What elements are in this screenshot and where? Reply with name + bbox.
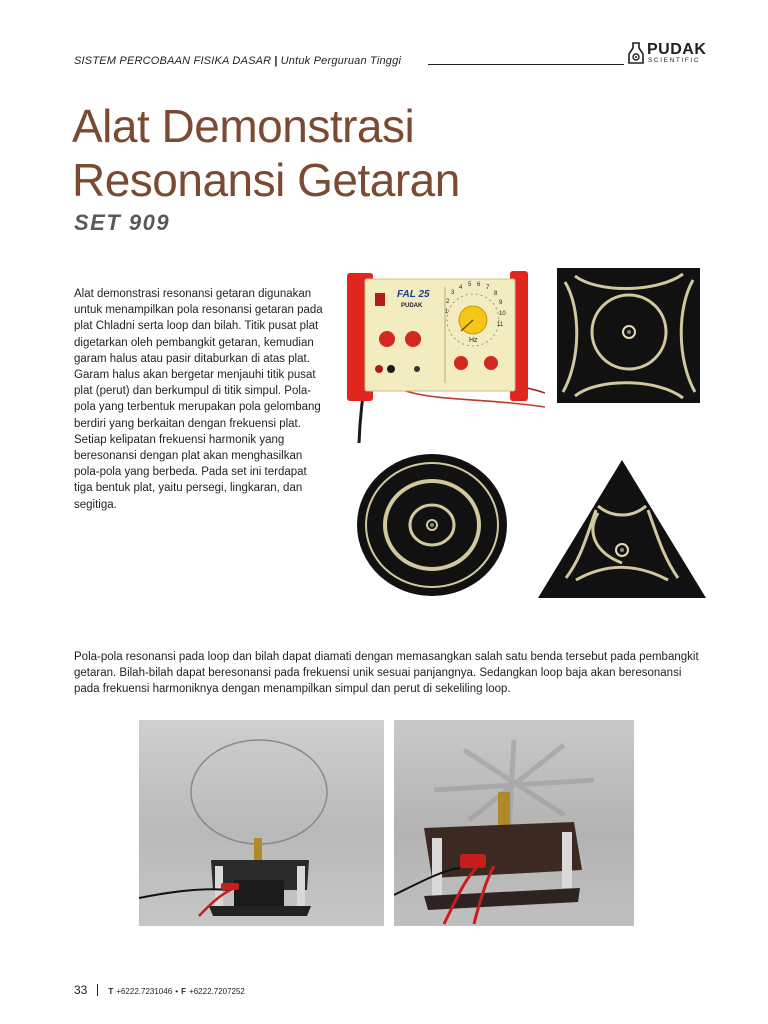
dial-number-4: 4: [459, 285, 463, 291]
dial-number-3: 3: [451, 290, 455, 296]
generator-brand-label: PUDAK: [401, 303, 423, 309]
page-number: 33: [74, 983, 88, 997]
fax-number: +6222.7207252: [189, 987, 245, 996]
square-plate-photo: [557, 268, 700, 403]
page-title-line-2: Resonansi Getaran: [72, 154, 460, 206]
generator-model-label: FAL 25: [397, 289, 430, 300]
pudak-logo: [628, 40, 728, 66]
dial-number-11: 11: [497, 322, 504, 328]
page-title-line-1: Alat Demonstrasi: [72, 100, 415, 152]
triangle-plate-photo: [536, 458, 708, 600]
description-paragraph-2: Pola-pola resonansi pada loop dan bilah dapat diamati dengan memasangkan salah satu benda tersebut pada pembangkit getaran. Bilah-bilah dapat beresonansi pada frekuensi unik sesuai panjangnya. Sedangkan loop baja akan beresonansi pada frekuensi harmoniknya dengan menampilkan simpul dan perut di sekeliling loop.: [74, 651, 699, 696]
dial-number-2: 2: [446, 299, 450, 305]
dial-number-1: 1: [445, 309, 449, 315]
header-rule: [428, 64, 624, 65]
fax-label: F: [181, 987, 186, 996]
dial-number-9: 9: [499, 300, 503, 306]
footer-bullet: •: [175, 987, 179, 996]
header-audience: Untuk Perguruan Tinggi: [280, 55, 402, 67]
logo-subtitle: SCIENTIFIC: [648, 57, 701, 64]
header-series: [74, 55, 401, 67]
vibration-generator-photo: [345, 265, 545, 445]
dial-number-5: 5: [468, 282, 472, 288]
steel-loop-photo: [139, 720, 384, 926]
dial-number-8: 8: [494, 291, 498, 297]
footer-divider: [97, 984, 98, 996]
description-paragraph-1: Alat demonstrasi resonansi getaran digunakan untuk menampilkan pola resonansi getaran pada plat Chladni serta loop dan bilah. Titik pusat plat digetarkan oleh pembangkit getaran, kemudian garam halus atau pasir ditaburkan di atas plat. Garam halus akan bergetar menjauhi titik pusat plat (perut) dan berkumpul di titik simpul. Pola-pola yang terbentuk merupakan pola gelombang berdiri yang berkaitan dengan frekuensi plat. Setiap kelipatan frekuensi harmonik yang beresonansi dengan plat akan menghasilkan pola-pola yang berbeda. Pada set ini terdapat tiga bentuk plat, yaitu persegi, lingkaran, dan segitiga.: [74, 288, 323, 511]
dial-number-7: 7: [486, 285, 490, 291]
set-number: SET 909: [74, 210, 171, 235]
phone-label: T: [108, 987, 114, 996]
logo-wordmark: PUDAK: [647, 41, 707, 58]
header-separator: |: [274, 55, 278, 67]
page-footer: [74, 983, 245, 997]
circle-plate-photo: [356, 453, 509, 598]
dial-number-10: 10: [499, 311, 506, 317]
flask-logo-icon: [628, 42, 644, 64]
vibrating-blades-photo: [394, 720, 634, 926]
generator-unit-label: Hz: [469, 337, 478, 344]
header-series-title: SISTEM PERCOBAAN FISIKA DASAR: [74, 55, 272, 67]
dial-number-6: 6: [477, 282, 481, 288]
phone-number: +6222.7231046: [116, 987, 173, 996]
